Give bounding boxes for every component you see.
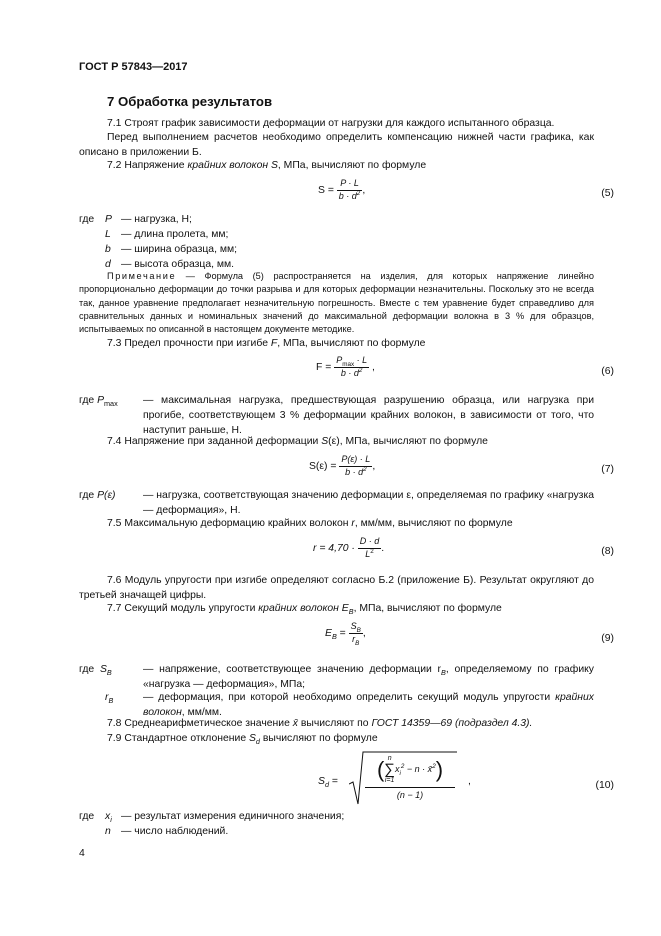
paragraph-7-5: 7.5 Максимальную деформацию крайних волокон r, мм/мм, вычисляют по формуле <box>107 518 513 529</box>
paragraph-7-4: 7.4 Напряжение при заданной деформации S(ε), МПа, вычисляют по формуле <box>107 436 488 447</box>
paren-left: ( <box>376 757 385 782</box>
sum-sign: ∑ <box>384 761 395 779</box>
formula-10-number: (10) <box>595 780 614 791</box>
formula-8-number: (8) <box>601 546 614 557</box>
where-item-l: L — длина пролета, мм; <box>105 229 229 240</box>
paragraph-7-2: 7.2 Напряжение крайних волокон S, МПа, вычисляют по формуле <box>107 160 427 171</box>
paragraph-7-1: 7.1 Строят график зависимости деформации от нагрузки для каждого испытанного образца. <box>107 118 555 129</box>
paragraph-7-1-b: Перед выполнением расчетов необходимо определить компенсацию нижней части графика, как описано в приложении Б. <box>79 132 594 159</box>
paragraph-7-9: 7.9 Стандартное отклонение $S_d$ вычисляют по формуле <box>107 733 378 747</box>
paragraph-7-3: 7.3 Предел прочности при изгибе F, МПа, вычисляют по формуле <box>107 338 426 349</box>
paragraph-7-6: 7.6 Модуль упругости при изгибе определяют согласно Б.2 (приложение Б). Результат округляют до третьей значащей цифры. <box>79 575 594 602</box>
formula-9: $E_B$ = $\frac{S_B}{r_B}$ , <box>325 621 366 647</box>
where-item-xi: где $x_i$ — результат измерения единичного значения; <box>79 811 345 825</box>
formula-6-number: (6) <box>601 366 614 377</box>
where-item-d: d — высота образца, мм. <box>105 259 235 270</box>
formula-6: F = $\frac{P_{max} \cdot L}{b \cdot d^2}$ , <box>316 355 375 378</box>
paragraph-7-8: 7.8 Среднеарифметическое значение x̄ вычисляют по ГОСТ 14359—69 (подраздел 4.3). <box>107 718 533 729</box>
where-item-p: где P — нагрузка, Н; <box>79 214 192 225</box>
where-item-b: b — ширина образца, мм; <box>105 244 238 255</box>
formula-7: S(ε) = $\frac{P(\varepsilon) \cdot L}{b \cdot d^2}$ , <box>309 454 376 477</box>
section-title: 7 Обработка результатов <box>107 94 273 109</box>
paragraph-7-7: 7.7 Секущий модуль упругости крайних волокон $E_B$, МПа, вычисляют по формуле <box>107 603 502 617</box>
paren-right: ) <box>435 757 444 782</box>
formula-8: r = 4,70 · $\frac{D \cdot d}{L^2}$ . <box>313 536 385 559</box>
standard-header: ГОСТ Р 57843—2017 <box>79 61 188 73</box>
note: Примечание — Формула (5) распространяется на изделия, для которых напряжение линейно пропорционально деформации до точки разрыва и для которых деформации незначительны. Поскольку это не всегда так, данное уравнение предполагает незначительную погрешность. Вместе с тем уравнение будет справедливо для сравнительных данных и номинальных значений до максимальной деформации волокна в 3 % для образцов, испытываемых по описанной в настоящем документе методике. <box>79 271 594 335</box>
where-item-n: n — число наблюдений. <box>105 826 229 837</box>
formula-9-number: (9) <box>601 633 614 644</box>
formula-7-number: (7) <box>601 464 614 475</box>
page-number: 4 <box>79 848 85 859</box>
formula-5-number: (5) <box>601 188 614 199</box>
formula-5: S = $\frac{P \cdot L}{b \cdot d^2}$ , <box>318 178 366 201</box>
document-page: ГОСТ Р 57843—2017 7 Обработка результатов 7.1 Строят график зависимости деформации от нагрузки для каждого испытанного образца. Перед выполнением расчетов необходимо определить компенсацию нижней части графика, как описано в приложении Б. 7.2 Напряжение крайних волокон S, МПа, вычисляют по формуле S = $\frac{P \cdot L}{b \cdot d^2}$ , (5) где P — нагрузка, Н; L — длина пролета, мм; b — ширина образца, мм; d — высота образца, мм. Примечание — Формула (5) распространяется на изделия, для которых напряжение линейно пропорционально деформации до точки разрыва и для которых деформации незначительны. Поскольку это не всегда так, данное уравнение предполагает незначительную погрешность. Вместе с тем уравнение будет справедливо для сравнительных данных и номинальных значений до максимальной деформации волокна в 3 % для образцов, испытываемых по описанной в настоящем документе методике. 7.3 Предел прочности при изгибе F, МПа, вычисляют по формуле F = $\frac{P_{max} \cdot L}{b \cdot d^2}$ , (6) где $P_{max}$ — максимальная нагрузка, предшествующая разрушению образца, или нагрузка при прогибе, соответствующем 3 % деформации крайних волокон, в зависимости от того, что наступит раньше, Н. 7.4 Напряжение при заданной деформации S(ε), МПа, вычисляют по формуле S(ε) = $\frac{P(\varepsilon) \cdot L}{b \cdot d^2}$ , (7) где P(ε) — нагрузка, соответствующая значению деформации ε, определяемая по графику «нагрузка — деформация», Н. 7.5 Максимальную деформацию крайних волокон r, мм/мм, вычисляют по формуле r = 4,70 · $\frac{D \cdot d}{L^2}$ . (8) 7.6 Модуль упругости при изгибе определяют согласно Б.2 (приложение Б). Результат округляют до третьей значащей цифры. 7.7 Секущий модуль упругости крайних волокон $E_B$, МПа, вычисляют по формуле $E_B$ = $\frac{S_B}{r_B}$ , (9) где $S_B$ — напряжение, соответствующее значению деформации $r_B$, определяемому по графику «нагрузка — деформация», МПа; $r_B$ — деформация, при которой необходимо определить секущий модуль упругости крайних волокон, мм/мм. 7.8 Среднеарифметическое значение x̄ вычисляют по ГОСТ 14359—69 (подраздел 4.3). 7.9 Стандартное отклонение $S_d$ вычисляют по формуле $S_d$ = ( n ∑ i=1 $x_i^2 - n$ · x̄$^2$) (n − 1) , (10) где $x_i$ — результат измерения единичного значения; n — число наблюдений. 4 <box>0 0 661 936</box>
